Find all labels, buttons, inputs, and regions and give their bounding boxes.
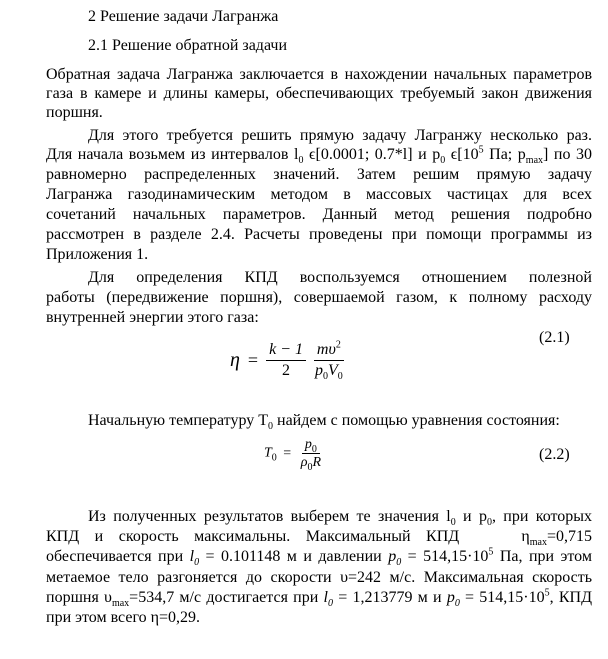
para3-line3: внутренней энергии этого газа: (46, 309, 259, 326)
para5-line5: поршня $\upsilon_{max}=534,7$ м/с достигается при $l_0 = 1,213779$ м и $p_0 = 514,15\cdot 10^5$, КПД (46, 587, 592, 610)
para2-line4: Лагранжа газодинамическим методом в массовых частицах для всех (46, 186, 592, 203)
para3-line2: работы (передвижение поршня), совершаемой газом, к полному расходу (46, 289, 592, 306)
para2-line2: Для начала возьмем из интервалов $l_0$ ϵ[0.0001; 0.7*l] и $p_0$ $\epsilon[10^5$ Па; $p_{max}$] по 30 (46, 144, 592, 167)
para1-line3: поршня. (46, 104, 103, 121)
para1-line1: Обратная задача Лагранжа заключается в нахождении начальных параметров (46, 66, 592, 83)
para5-line6: при этом всего η=0,29. (46, 609, 201, 626)
para2-line5: сочетаний начальных параметров. Данный метод решения подробно (46, 206, 592, 223)
equation-temperature: $T_0$ = $\frac{p_0}{\rho_0R}$ (264, 437, 321, 473)
para1-line2: газа в камере и длины камеры, обеспечивающих требуемый закон движения (46, 85, 592, 102)
equation-number-2-1: (2.1) (539, 329, 570, 346)
para3-line1: Для определения КПД воспользуемся отношением полезной (88, 269, 592, 286)
para4-line1: Начальную температуру $T_0$ найдем с помощью уравнения состояния: (88, 412, 560, 433)
para2-line7: Приложения 1. (46, 246, 149, 263)
section-heading: 2 Решение задачи Лагранжа (88, 8, 279, 25)
para2-line3: равномерно распределенных значений. Затем решим прямую задачу (46, 166, 592, 183)
para5-line1: Из полученных результатов выберем те значения $l_0$ и $p_0$, при которых (88, 508, 593, 529)
para5-line4: метаемое тело разгоняется до скорости υ=242 м/с. Максимальная скорость (46, 569, 592, 586)
para5-line3: обеспечивается при $l_0 = 0.101148$ м и давлении $p_0 = 514,15\cdot 10^5$ Па, при этом (46, 546, 592, 569)
para2-line1: Для этого требуется решить прямую задачу Лагранжу несколько раз. (88, 127, 592, 144)
subsection-heading: 2.1 Решение обратной задачи (88, 37, 288, 54)
equation-number-2-2: (2.2) (539, 446, 570, 463)
para5-line2: КПД и скорость максимальны. Максимальный КПД $\eta_{max}=0,715$ (46, 528, 593, 549)
equation-efficiency: η = $\frac{k - 1}{2}$ $\frac{m\upsilon^2}{p_0V_0}$ (230, 339, 343, 383)
para2-line6: рассмотрен в разделе 2.4. Расчеты проведены при помощи программы из (46, 226, 592, 243)
